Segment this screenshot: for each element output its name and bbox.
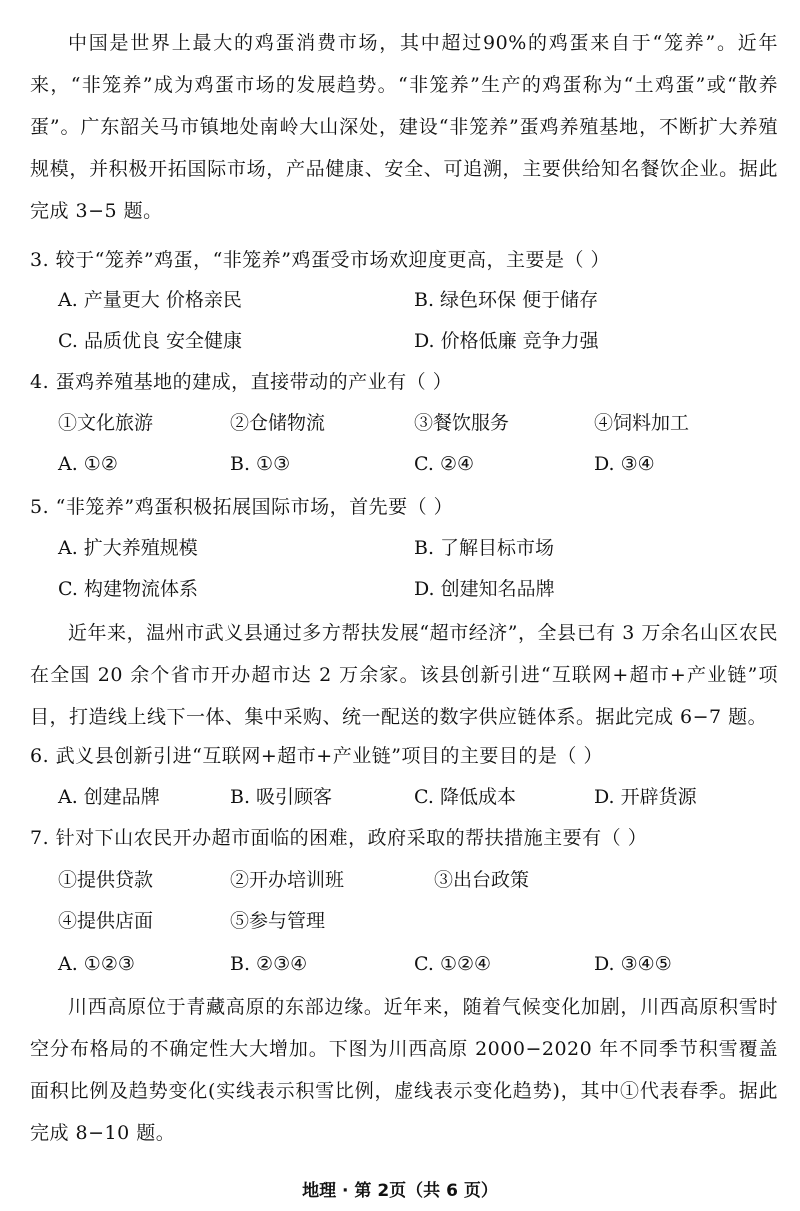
question-3-option-a[interactable]: A. 产量更大 价格亲民 [58, 289, 242, 311]
question-6-option-b[interactable]: B. 吸引顾客 [230, 786, 333, 808]
question-4-option-d[interactable]: D. ③④ [594, 453, 655, 475]
question-3-option-d[interactable]: D. 价格低廉 竞争力强 [414, 330, 599, 352]
question-5-options-row1 [58, 530, 778, 566]
question-7-statement-5: ⑤参与管理 [230, 910, 326, 932]
question-5-stem: 5. “非笼养”鸡蛋积极拓展国际市场，首先要（ ） [30, 496, 454, 518]
question-7-option-a[interactable]: A. ①②③ [58, 953, 135, 975]
question-4-options [58, 446, 778, 482]
question-6-option-d[interactable]: D. 开辟货源 [594, 786, 697, 808]
question-7-statement-1: ①提供贷款 [58, 869, 154, 891]
question-5-option-a[interactable]: A. 扩大养殖规模 [58, 537, 198, 559]
question-6-options [58, 779, 778, 815]
question-4-option-a[interactable]: A. ①② [58, 453, 118, 475]
question-6-stem: 6. 武义县创新引进“互联网+超市+产业链”项目的主要目的是（ ） [30, 745, 603, 767]
question-4-statement-4: ④饲料加工 [594, 412, 690, 434]
question-5-option-b[interactable]: B. 了解目标市场 [414, 537, 555, 559]
question-3-option-c[interactable]: C. 品质优良 安全健康 [58, 330, 242, 352]
question-3-options-row1 [58, 282, 778, 318]
question-7-statements-row1 [58, 862, 778, 898]
page-footer: 地理 · 第 2页（共 6 页） [302, 1181, 498, 1201]
question-7-option-b[interactable]: B. ②③④ [230, 953, 308, 975]
question-7-options [58, 946, 778, 982]
question-5-option-c[interactable]: C. 构建物流体系 [58, 578, 198, 600]
question-3-stem: 3. 较于“笼养”鸡蛋，“非笼养”鸡蛋受市场欢迎度更高，主要是（ ） [30, 249, 611, 271]
passage-snow-cover: 川西高原位于青藏高原的东部边缘。近年来，随着气候变化加剧，川西高原积雪时空分布格局的不确定性大大增加。下图为川西高原 2000−2020 年不同季节积雪覆盖面积比例及趋势变化(实线表示积雪比例，虚线表示变化趋势)，其中①代表春季。据此完成 8−10 题。 [30, 996, 778, 1144]
question-7-statements-row2 [58, 903, 778, 939]
question-3-options-row2 [58, 323, 778, 359]
question-4-option-c[interactable]: C. ②④ [414, 453, 475, 475]
question-5-option-d[interactable]: D. 创建知名品牌 [414, 578, 555, 600]
question-7-statement-2: ②开办培训班 [230, 869, 345, 891]
question-7-option-c[interactable]: C. ①②④ [414, 953, 492, 975]
question-6-option-a[interactable]: A. 创建品牌 [58, 786, 160, 808]
passage-eggs: 中国是世界上最大的鸡蛋消费市场，其中超过90%的鸡蛋来自于“笼养”。近年来，“非笼养”成为鸡蛋市场的发展趋势。“非笼养”生产的鸡蛋称为“土鸡蛋”或“散养蛋”。广东韶关马市镇地处南岭大山深处，建设“非笼养”蛋鸡养殖基地，不断扩大养殖规模，并积极开拓国际市场，产品健康、安全、可追溯，主要供给知名餐饮企业。据此完成 3−5 题。 [30, 32, 778, 222]
question-7-statement-3: ③出台政策 [434, 869, 530, 891]
question-4-stem: 4. 蛋鸡养殖基地的建成，直接带动的产业有（ ） [30, 371, 453, 393]
question-7-statement-4: ④提供店面 [58, 910, 154, 932]
passage-supermarket: 近年来，温州市武义县通过多方帮扶发展“超市经济”，全县已有 3 万余名山区农民在全国 20 余个省市开办超市达 2 万余家。该县创新引进“互联网+超市+产业链”项目，打造线上线下一体、集中采购、统一配送的数字供应链体系。据此完成 6−7 题。 [30, 622, 778, 728]
question-5-options-row2 [58, 571, 778, 607]
question-4-option-b[interactable]: B. ①③ [230, 453, 291, 475]
question-4-statement-1: ①文化旅游 [58, 412, 154, 434]
question-3-option-b[interactable]: B. 绿色环保 便于储存 [414, 289, 599, 311]
question-4-statements [58, 405, 778, 441]
question-6-option-c[interactable]: C. 降低成本 [414, 786, 516, 808]
question-4-statement-2: ②仓储物流 [230, 412, 326, 434]
question-4-statement-3: ③餐饮服务 [414, 412, 510, 434]
question-7-stem: 7. 针对下山农民开办超市面临的困难，政府采取的帮扶措施主要有（ ） [30, 827, 648, 849]
question-7-option-d[interactable]: D. ③④⑤ [594, 953, 672, 975]
